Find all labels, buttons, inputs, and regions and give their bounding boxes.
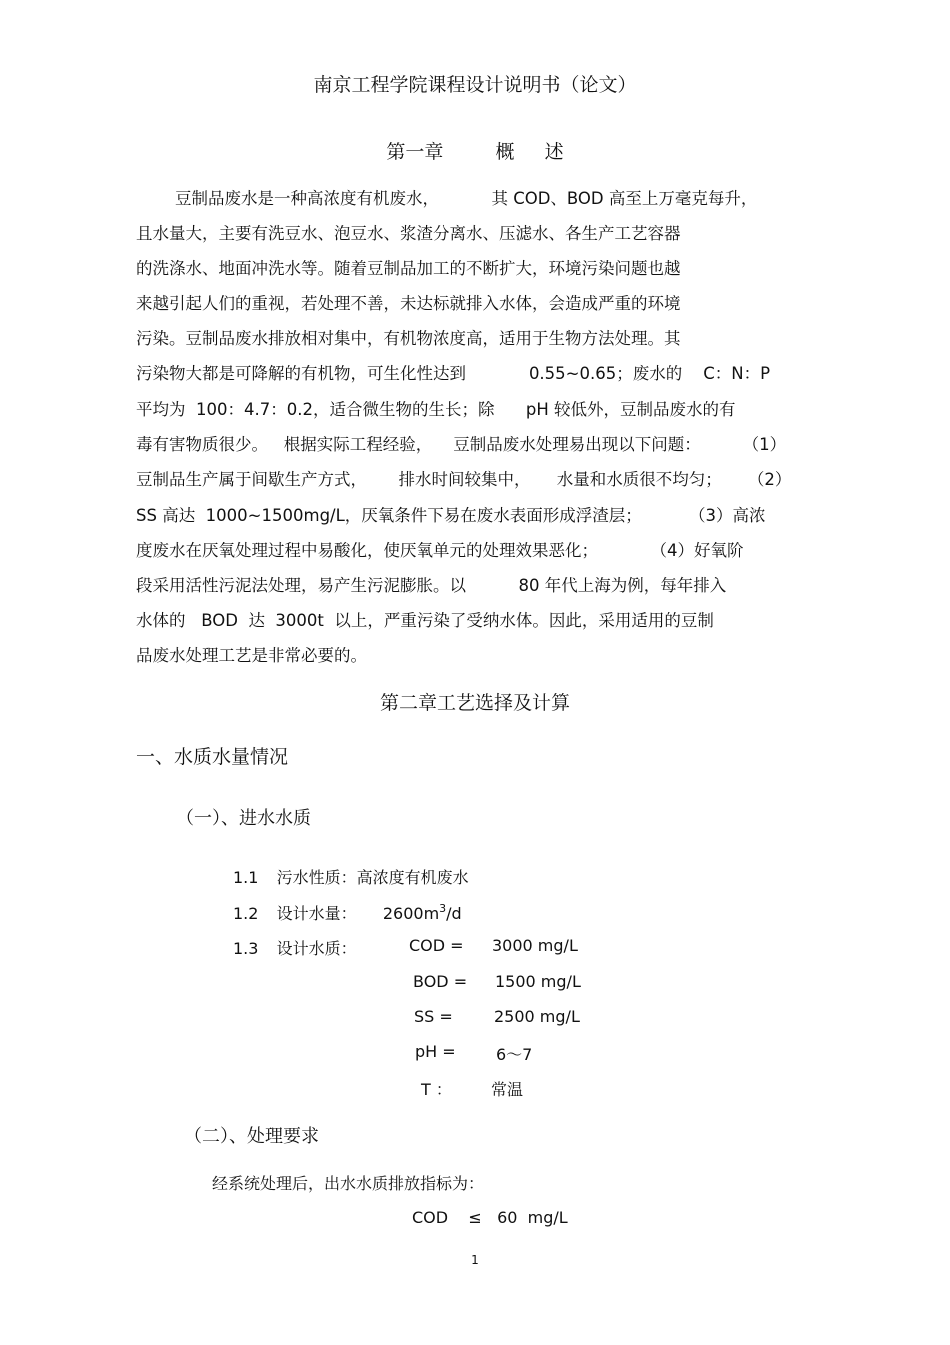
quality-name: SS = [414, 1007, 453, 1026]
chapter-1-number: 第一章 [386, 141, 444, 163]
chapter-1-title-char-1: 概 [495, 141, 515, 163]
quality-value: 2500 mg/L [494, 1007, 580, 1026]
design-flow-value: $2600m^3/d$ [382, 902, 462, 923]
chapter-1-heading [0, 137, 950, 164]
body-line: 污染物大都是可降解的有机物，可生化性达到 0.55~0.65；废水的 C：N：P [136, 364, 771, 383]
document-title: 南京工程学院课程设计说明书（论文） [313, 74, 637, 96]
chapter-1-title-char-2: 述 [544, 141, 564, 163]
body-line: 平均为 100：4.7：0.2，适合微生物的生长；除 pH 较低外，豆制品废水的有 [136, 400, 736, 419]
chapter-2-heading: 第二章工艺选择及计算 [379, 692, 570, 714]
quality-value: 6～7 [496, 1045, 533, 1064]
item-1-3-label: 设计水质： [276, 939, 357, 958]
page-number: 1 [471, 1253, 479, 1267]
body-line: 度废水在厌氧处理过程中易酸化，使厌氧单元的处理效果恶化； （4）好氧阶 [136, 541, 744, 560]
body-line: 污染。豆制品废水排放相对集中，有机物浓度高，适用于生物方法处理。其 [136, 329, 681, 348]
item-1-1-text: 污水性质：高浓度有机废水 [276, 868, 469, 887]
cubic-superscript: 3 [439, 902, 447, 915]
body-line: 来越引起人们的重视，若处理不善，未达标就排入水体，会造成严重的环境 [136, 294, 681, 313]
quality-name: T ： [421, 1080, 452, 1099]
item-1-2-label: 设计水量： [276, 904, 357, 923]
quality-value: 1500 mg/L [495, 972, 581, 991]
item-1-2 [233, 901, 462, 924]
body-line: 段采用活性污泥法处理，易产生污泥膨胀。以 80 年代上海为例，每年排入 [136, 576, 727, 595]
item-1-3 [233, 936, 357, 959]
body-line: 品废水处理工艺是非常必要的。 [136, 646, 367, 665]
body-line: 毒有害物质很少。 根据实际工程经验， 豆制品废水处理易出现以下问题： （1） [136, 435, 787, 454]
quality-value: 常温 [491, 1080, 524, 1099]
quality-value: 3000 mg/L [492, 936, 578, 955]
body-line: 豆制品生产属于间歇生产方式， 排水时间较集中， 水量和水质很不均匀； （2） [136, 470, 792, 489]
quality-name: BOD = [413, 972, 468, 991]
body-line: 的洗涤水、地面冲洗水等。随着豆制品加工的不断扩大，环境污染问题也越 [136, 259, 681, 278]
item-1-1-number: 1.1 [233, 868, 259, 887]
requirement-cod: COD ≤ 60 mg/L [412, 1208, 568, 1227]
section-1-heading: 一、水质水量情况 [136, 746, 289, 768]
body-line: SS 高达 1000~1500mg/L，厌氧条件下易在废水表面形成浮渣层； （3）高浓 [136, 506, 766, 525]
requirements-intro: 经系统处理后，出水水质排放指标为： [212, 1174, 485, 1193]
item-1-2-number: 1.2 [233, 904, 259, 923]
quality-name: COD = [409, 936, 464, 955]
body-line: 豆制品废水是一种高浓度有机废水， 其 COD、BOD 高至上万毫克每升， [175, 189, 758, 208]
quality-name: pH = [415, 1042, 456, 1061]
item-1-1 [233, 865, 469, 888]
body-line: 且水量大，主要有洗豆水、泡豆水、浆渣分离水、压滤水、各生产工艺容器 [136, 224, 681, 243]
body-line: 水体的 BOD 达 3000t 以上，严重污染了受纳水体。因此，采用适用的豆制 [136, 611, 714, 630]
subsection-requirements-heading: （二）、处理要求 [184, 1126, 319, 1147]
subsection-influent-heading: （一）、进水水质 [176, 808, 311, 829]
item-1-3-number: 1.3 [233, 939, 259, 958]
